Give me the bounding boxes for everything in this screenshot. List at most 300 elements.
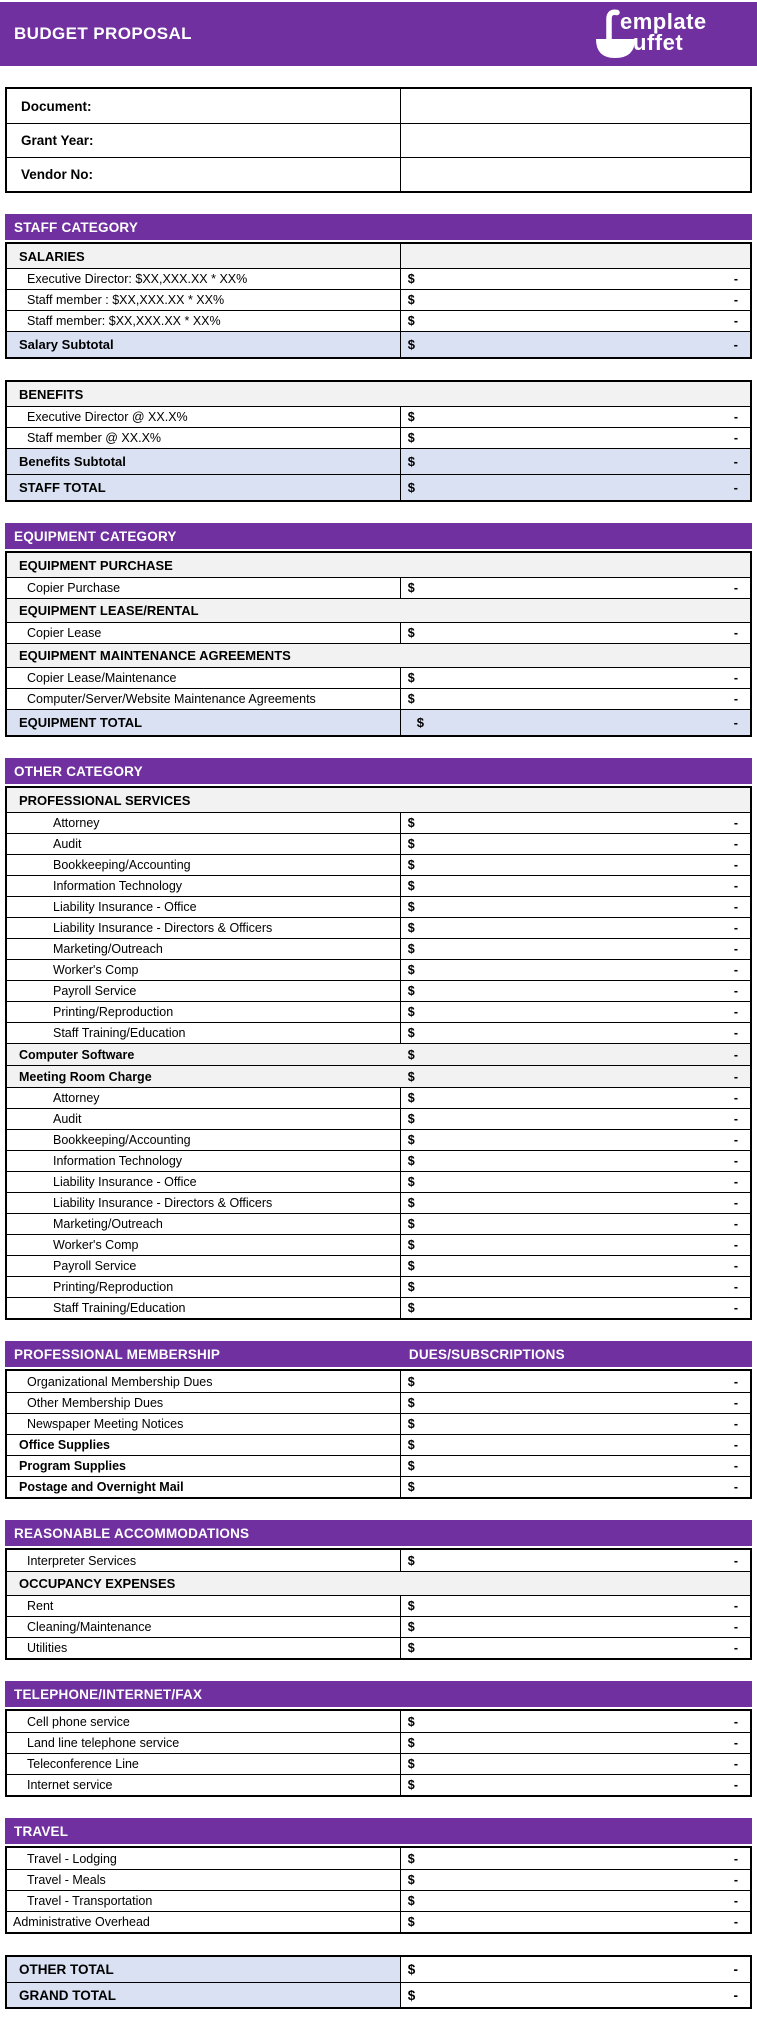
- line-item-liability-insurance-office: [7, 1171, 750, 1192]
- amount-value: -: [733, 1962, 738, 1977]
- currency-symbol: $: [407, 1091, 415, 1105]
- label-cell: [7, 1596, 401, 1616]
- label-cell: [7, 1456, 401, 1476]
- amount-cell[interactable]: [401, 960, 750, 980]
- label-cell: [7, 960, 401, 980]
- label-cell: [7, 89, 401, 123]
- amount-value: -: [733, 1026, 738, 1040]
- section-band-travel: [5, 1818, 752, 1844]
- label-cell: [7, 644, 750, 667]
- amount-cell[interactable]: [401, 1775, 750, 1795]
- currency-symbol: $: [407, 984, 415, 998]
- amount-cell[interactable]: [401, 1393, 750, 1413]
- amount-value: -: [733, 1112, 738, 1126]
- line-item-attorney: [7, 812, 750, 833]
- amount-value: -: [733, 1259, 738, 1273]
- label-cell: [7, 689, 401, 709]
- amount-cell[interactable]: [401, 918, 750, 938]
- amount-cell[interactable]: [401, 1596, 750, 1616]
- subtotal-row-staff-total: [7, 474, 750, 500]
- section-block-other-category: [5, 758, 752, 1320]
- currency-symbol: $: [407, 1641, 415, 1655]
- row-label: Printing/Reproduction: [53, 1005, 174, 1019]
- label-cell: [7, 475, 401, 500]
- label-cell: [7, 1066, 401, 1087]
- amount-value: -: [733, 1778, 738, 1792]
- currency-symbol: $: [407, 431, 415, 445]
- label-cell: [7, 1617, 401, 1637]
- currency-symbol: $: [407, 1069, 415, 1084]
- section-band-staff-category: [5, 214, 752, 240]
- row-label: Cleaning/Maintenance: [27, 1620, 152, 1634]
- amount-value: -: [733, 715, 738, 730]
- currency-symbol: $: [407, 963, 415, 977]
- row-label: Cell phone service: [27, 1714, 130, 1729]
- label-cell: [7, 407, 401, 427]
- amount-value: -: [733, 1238, 738, 1252]
- currency-symbol: $: [407, 816, 415, 830]
- amount-cell[interactable]: [401, 834, 750, 854]
- amount-value: -: [733, 942, 738, 956]
- row-label: PROFESSIONAL SERVICES: [19, 792, 191, 808]
- label-cell: [7, 1775, 401, 1795]
- label-cell: [7, 1983, 401, 2007]
- currency-symbol: $: [407, 1873, 415, 1887]
- amount-cell[interactable]: [401, 1456, 750, 1476]
- row-label: Benefits Subtotal: [19, 454, 126, 469]
- amount-cell[interactable]: [401, 1957, 750, 1982]
- amount-cell[interactable]: [401, 813, 750, 833]
- line-item-executive-director-xx-xxx-xx-xx: [7, 268, 750, 289]
- budget-proposal-page: [0, 2, 757, 2017]
- section-band-equipment-category: [5, 523, 752, 549]
- currency-symbol: $: [407, 1196, 415, 1210]
- label-cell: [7, 1550, 401, 1571]
- line-item-staff-member-xx-x: [7, 427, 750, 448]
- currency-symbol: $: [407, 480, 416, 495]
- row-label: Worker's Comp: [53, 963, 139, 977]
- label-cell: [7, 1256, 401, 1276]
- row-label: Other Membership Dues: [27, 1396, 164, 1410]
- label-cell: [7, 311, 401, 331]
- currency-symbol: $: [407, 1047, 415, 1062]
- row-label: Liability Insurance - Directors & Officers: [53, 1196, 273, 1210]
- currency-symbol: $: [407, 1238, 415, 1252]
- currency-symbol: $: [407, 858, 415, 872]
- amount-cell[interactable]: [401, 1109, 750, 1129]
- amount-cell[interactable]: [401, 1256, 750, 1276]
- amount-value: -: [733, 671, 738, 685]
- line-item-copier-lease: [7, 622, 750, 643]
- amount-value: -: [733, 1459, 738, 1473]
- currency-symbol: $: [407, 1987, 416, 2003]
- amount-value: -: [733, 1641, 738, 1655]
- line-item-organizational-membership-dues: [7, 1371, 750, 1392]
- subsection-header-professional-services: [7, 788, 750, 812]
- currency-symbol: $: [407, 1894, 415, 1908]
- row-label: Information Technology: [53, 879, 183, 893]
- section-band-professional-membership: [5, 1341, 752, 1367]
- label-cell: [7, 710, 401, 735]
- section-block-professional-membership: [5, 1341, 752, 1499]
- row-label: Audit: [53, 1112, 82, 1126]
- amount-cell[interactable]: [401, 1066, 750, 1087]
- currency-symbol: $: [407, 1112, 415, 1126]
- row-label: Worker's Comp: [53, 1238, 139, 1252]
- amount-value: -: [733, 1301, 738, 1315]
- label-cell: [7, 1193, 401, 1213]
- line-item-land-line-telephone-service: [7, 1732, 750, 1753]
- line-item-interpreter-services: [7, 1550, 750, 1571]
- amount-value: -: [733, 1851, 738, 1866]
- amount-cell[interactable]: [401, 897, 750, 917]
- row-label: Newspaper Meeting Notices: [27, 1417, 184, 1431]
- label-cell: [7, 599, 750, 622]
- amount-cell[interactable]: [401, 710, 750, 735]
- currency-symbol: $: [407, 1851, 415, 1866]
- amount-value: -: [733, 837, 738, 851]
- amount-cell[interactable]: [401, 1983, 750, 2007]
- section-block-block-0: [5, 87, 752, 193]
- section-band-other-category: [5, 758, 752, 784]
- amount-cell[interactable]: [401, 269, 750, 289]
- amount-value: -: [733, 1417, 738, 1431]
- row-label: OCCUPANCY EXPENSES: [19, 1576, 176, 1591]
- amount-cell[interactable]: [401, 939, 750, 959]
- amount-cell[interactable]: [401, 981, 750, 1001]
- amount-value: -: [733, 431, 738, 445]
- row-label: Utilities: [27, 1641, 68, 1655]
- label-cell: [7, 1572, 750, 1595]
- line-item-newspaper-meeting-notices: [7, 1413, 750, 1434]
- table: [5, 786, 752, 1320]
- row-label: Executive Director: $XX,XXX.XX * XX%: [27, 272, 248, 286]
- row-label: Salary Subtotal: [19, 337, 114, 352]
- line-item-travel-meals: [7, 1869, 750, 1890]
- currency-symbol: $: [407, 1553, 415, 1568]
- label-cell: [7, 1023, 401, 1043]
- section-band-title: STAFF CATEGORY: [14, 219, 139, 235]
- field-value-cell-document[interactable]: [401, 89, 750, 123]
- row-label: Travel - Meals: [27, 1873, 106, 1887]
- label-cell: [7, 981, 401, 1001]
- amount-value: -: [733, 337, 738, 352]
- amount-cell[interactable]: [401, 876, 750, 896]
- line-item-information-technology: [7, 1150, 750, 1171]
- table: [5, 380, 752, 502]
- line-item-executive-director-xx-x: [7, 406, 750, 427]
- label-cell: [7, 578, 401, 598]
- amount-cell[interactable]: [401, 578, 750, 598]
- currency-symbol: $: [407, 1736, 415, 1750]
- row-label: BENEFITS: [19, 386, 84, 402]
- section-band-title: REASONABLE ACCOMMODATIONS: [14, 1525, 250, 1541]
- row-label: Staff member: $XX,XXX.XX * XX%: [27, 314, 221, 328]
- row-label: Teleconference Line: [27, 1757, 139, 1771]
- amount-cell[interactable]: [401, 1754, 750, 1774]
- section-band-reasonable-accommodations: [5, 1520, 752, 1546]
- row-label: Grant Year:: [21, 133, 94, 148]
- table: [5, 1548, 752, 1660]
- label-cell: [7, 876, 401, 896]
- row-label: Payroll Service: [53, 1259, 137, 1273]
- currency-symbol: $: [407, 879, 415, 893]
- currency-symbol: $: [407, 1217, 415, 1231]
- label-cell: [7, 1733, 401, 1753]
- amount-cell[interactable]: [401, 623, 750, 643]
- table: [5, 242, 752, 359]
- line-item-postage-and-overnight-mail: [7, 1476, 750, 1497]
- amount-cell[interactable]: [401, 407, 750, 427]
- amount-cell[interactable]: [401, 1891, 750, 1911]
- row-label: STAFF TOTAL: [19, 480, 106, 495]
- amount-cell[interactable]: [401, 689, 750, 709]
- label-cell: [7, 1912, 401, 1932]
- amount-cell[interactable]: [401, 1435, 750, 1455]
- line-item-computer-software: [7, 1043, 750, 1065]
- row-label: Liability Insurance - Office: [53, 900, 197, 914]
- amount-cell[interactable]: [401, 1848, 750, 1869]
- amount-value: -: [733, 692, 738, 706]
- amount-cell[interactable]: [401, 311, 750, 331]
- amount-value: -: [733, 293, 738, 307]
- amount-cell[interactable]: [401, 668, 750, 688]
- label-cell: [7, 788, 750, 812]
- title-bar: [0, 2, 757, 66]
- row-label: EQUIPMENT LEASE/RENTAL: [19, 603, 199, 618]
- line-item-liability-insurance-directors-officers: [7, 1192, 750, 1213]
- amount-cell[interactable]: [401, 290, 750, 310]
- label-cell: [7, 124, 401, 157]
- amount-cell[interactable]: [401, 1414, 750, 1434]
- line-item-travel-lodging: [7, 1848, 750, 1869]
- amount-value: -: [733, 1133, 738, 1147]
- line-item-internet-service: [7, 1774, 750, 1795]
- row-label: EQUIPMENT PURCHASE: [19, 557, 173, 573]
- subsection-header-equipment-maintenance-agreements: [7, 643, 750, 667]
- row-label: Land line telephone service: [27, 1736, 180, 1750]
- label-cell: [7, 1214, 401, 1234]
- label-cell: [7, 244, 401, 268]
- label-cell: [7, 918, 401, 938]
- amount-value: -: [733, 1553, 738, 1568]
- label-cell: [7, 269, 401, 289]
- amount-cell[interactable]: [401, 855, 750, 875]
- field-value-cell-grant-year[interactable]: [401, 124, 750, 157]
- label-cell: [7, 1371, 401, 1392]
- field-row-document: [7, 89, 750, 123]
- line-item-printing-reproduction: [7, 1001, 750, 1022]
- amount-cell[interactable]: [401, 1214, 750, 1234]
- field-row-vendor-no: [7, 157, 750, 191]
- row-label: Audit: [53, 837, 82, 851]
- currency-symbol: $: [407, 1005, 415, 1019]
- field-value-cell-vendor-no[interactable]: [401, 158, 750, 191]
- label-cell: [7, 553, 750, 577]
- label-cell: [7, 1393, 401, 1413]
- amount-value: -: [733, 879, 738, 893]
- label-cell: [7, 855, 401, 875]
- section-band-title: OTHER CATEGORY: [14, 763, 143, 779]
- label-cell: [7, 834, 401, 854]
- currency-symbol: $: [407, 581, 415, 595]
- line-item-payroll-service: [7, 980, 750, 1001]
- amount-cell[interactable]: [401, 1088, 750, 1108]
- row-label: Staff Training/Education: [53, 1026, 186, 1040]
- row-label: Program Supplies: [19, 1459, 126, 1473]
- page-title: BUDGET PROPOSAL: [14, 24, 192, 43]
- amount-value: -: [733, 921, 738, 935]
- line-item-staff-training-education: [7, 1022, 750, 1043]
- currency-symbol: $: [407, 337, 416, 352]
- amount-cell[interactable]: [401, 1733, 750, 1753]
- total-row-other-total: [7, 1957, 750, 1982]
- amount-value: -: [733, 1196, 738, 1210]
- amount-value: -: [733, 1915, 738, 1929]
- amount-cell[interactable]: [401, 428, 750, 448]
- row-label: EQUIPMENT TOTAL: [19, 715, 143, 730]
- label-cell: [7, 1044, 401, 1065]
- amount-cell[interactable]: [401, 1023, 750, 1043]
- line-item-bookkeeping-accounting: [7, 854, 750, 875]
- label-cell: [7, 1151, 401, 1171]
- line-item-printing-reproduction: [7, 1276, 750, 1297]
- row-label: Organizational Membership Dues: [27, 1374, 213, 1389]
- amount-cell[interactable]: [401, 1617, 750, 1637]
- currency-symbol: $: [407, 942, 415, 956]
- amount-cell[interactable]: [401, 475, 750, 500]
- line-item-attorney: [7, 1087, 750, 1108]
- amount-value: -: [733, 1987, 738, 2003]
- amount-cell[interactable]: [401, 1130, 750, 1150]
- row-label: Postage and Overnight Mail: [19, 1480, 184, 1494]
- amount-cell[interactable]: [401, 1235, 750, 1255]
- line-item-marketing-outreach: [7, 1213, 750, 1234]
- amount-cell[interactable]: [401, 1870, 750, 1890]
- currency-symbol: $: [407, 1438, 415, 1452]
- row-label: Attorney: [53, 1091, 100, 1105]
- amount-cell[interactable]: [401, 1193, 750, 1213]
- empty-cell: [401, 244, 750, 268]
- amount-cell[interactable]: [401, 1298, 750, 1318]
- amount-value: -: [733, 1374, 738, 1389]
- label-cell: [7, 1754, 401, 1774]
- currency-symbol: $: [407, 900, 415, 914]
- line-item-cell-phone-service: [7, 1711, 750, 1732]
- amount-cell[interactable]: [401, 1277, 750, 1297]
- section-block-equipment-category: [5, 523, 752, 737]
- label-cell: [7, 1638, 401, 1658]
- amount-cell[interactable]: [401, 1002, 750, 1022]
- amount-cell[interactable]: [401, 1477, 750, 1497]
- amount-cell[interactable]: [401, 1044, 750, 1065]
- amount-value: -: [733, 626, 738, 640]
- currency-symbol: $: [407, 1417, 415, 1431]
- currency-symbol: $: [407, 1133, 415, 1147]
- label-cell: [7, 290, 401, 310]
- label-cell: [7, 1891, 401, 1911]
- amount-cell[interactable]: [401, 1172, 750, 1192]
- amount-value: -: [733, 1438, 738, 1452]
- label-cell: [7, 897, 401, 917]
- currency-symbol: $: [407, 671, 415, 685]
- amount-cell[interactable]: [401, 332, 750, 357]
- line-item-other-membership-dues: [7, 1392, 750, 1413]
- amount-value: -: [733, 1217, 738, 1231]
- label-cell: [7, 1435, 401, 1455]
- amount-value: -: [733, 1154, 738, 1168]
- logo-text-line1: emplate: [620, 9, 707, 34]
- amount-value: -: [733, 1069, 738, 1084]
- amount-cell[interactable]: [401, 1711, 750, 1732]
- label-cell: [7, 939, 401, 959]
- row-label: Office Supplies: [19, 1438, 110, 1452]
- amount-value: -: [733, 1873, 738, 1887]
- label-cell: [7, 449, 401, 474]
- label-cell: [7, 1088, 401, 1108]
- amount-cell[interactable]: [401, 1550, 750, 1571]
- amount-cell[interactable]: [401, 1151, 750, 1171]
- amount-value: -: [733, 1091, 738, 1105]
- currency-symbol: $: [407, 1714, 415, 1729]
- amount-value: -: [733, 1757, 738, 1771]
- label-cell: [7, 428, 401, 448]
- amount-cell[interactable]: [401, 1638, 750, 1658]
- amount-cell[interactable]: [401, 1912, 750, 1932]
- amount-cell[interactable]: [401, 1371, 750, 1392]
- label-cell: [7, 332, 401, 357]
- row-label: Bookkeeping/Accounting: [53, 858, 191, 872]
- line-item-administrative-overhead: [7, 1911, 750, 1932]
- currency-symbol: $: [407, 454, 416, 469]
- row-label: Liability Insurance - Office: [53, 1175, 197, 1189]
- row-label: Attorney: [53, 816, 100, 830]
- row-label: GRAND TOTAL: [19, 1987, 116, 2003]
- row-label: Computer/Server/Website Maintenance Agreements: [27, 692, 316, 706]
- table: [5, 1846, 752, 1934]
- row-label: Rent: [27, 1599, 54, 1613]
- field-row-grant-year: [7, 123, 750, 157]
- section-block-travel: [5, 1818, 752, 1934]
- row-label: Executive Director @ XX.X%: [27, 410, 188, 424]
- amount-cell[interactable]: [401, 449, 750, 474]
- row-label: Information Technology: [53, 1154, 183, 1168]
- row-label: Staff Training/Education: [53, 1301, 186, 1315]
- currency-symbol: $: [407, 921, 415, 935]
- row-label: Travel - Lodging: [27, 1851, 117, 1866]
- currency-symbol: $: [407, 1280, 415, 1294]
- line-item-rent: [7, 1595, 750, 1616]
- line-item-worker-s-comp: [7, 1234, 750, 1255]
- currency-symbol: $: [407, 410, 415, 424]
- row-label: Printing/Reproduction: [53, 1280, 174, 1294]
- subtotal-row-equipment-total: [7, 709, 750, 735]
- row-label: Travel - Transportation: [27, 1894, 153, 1908]
- subsection-header-occupancy-expenses: [7, 1571, 750, 1595]
- section-block-staff-category: [5, 214, 752, 502]
- label-cell: [7, 1109, 401, 1129]
- currency-symbol: $: [407, 1175, 415, 1189]
- total-row-grand-total: [7, 1982, 750, 2007]
- label-cell: [7, 1957, 401, 1982]
- label-cell: [7, 623, 401, 643]
- row-label: Liability Insurance - Directors & Officers: [53, 921, 273, 935]
- line-item-liability-insurance-directors-officers: [7, 917, 750, 938]
- amount-value: -: [733, 272, 738, 286]
- row-label: Meeting Room Charge: [19, 1069, 152, 1084]
- budget-table-area: [0, 87, 757, 2017]
- currency-symbol: $: [407, 1396, 415, 1410]
